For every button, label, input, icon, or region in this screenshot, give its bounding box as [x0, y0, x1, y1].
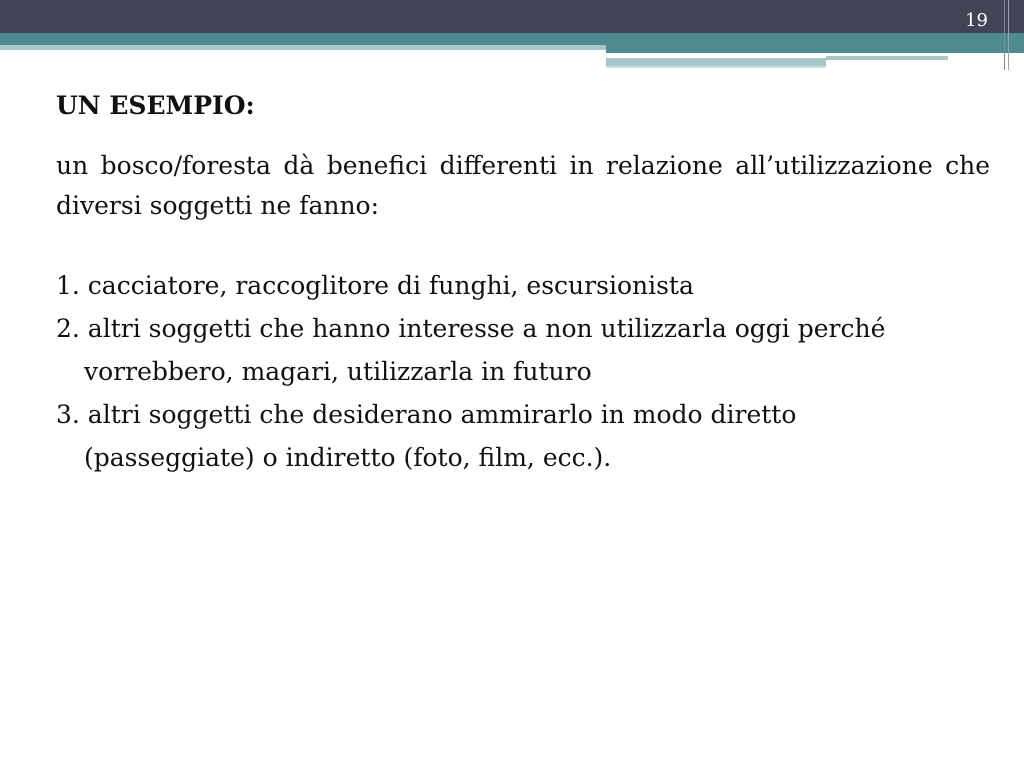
list-item: 2. altri soggetti che hanno interesse a non utilizzarla oggi perché vorrebbero, magari, utilizzarla in futuro: [56, 314, 886, 386]
header-light-strip-right: [606, 58, 826, 66]
header-vertical-line: [1004, 0, 1005, 70]
header-bar: [0, 0, 1024, 33]
list-item: 3. altri soggetti che desiderano ammirarlo in modo diretto (passeggiate) o indiretto (foto, film, ecc.).: [56, 400, 797, 472]
header-vertical-line: [1008, 0, 1009, 70]
slide-content: [56, 88, 990, 479]
header-accent-block: [606, 33, 1024, 53]
slide-heading: UN ESEMPIO:: [56, 91, 255, 120]
list-item: 1. cacciatore, raccoglitore di funghi, escursionista: [56, 271, 694, 300]
header-thin-strip: [606, 66, 826, 68]
intro-paragraph: un bosco/foresta dà benefici differenti in relazione all’utilizzazione che diversi soggetti ne fanno:: [56, 151, 990, 220]
slide-number: 19: [965, 10, 988, 31]
header-light-strip: [0, 45, 606, 50]
header-light-strip-short: [826, 56, 948, 60]
